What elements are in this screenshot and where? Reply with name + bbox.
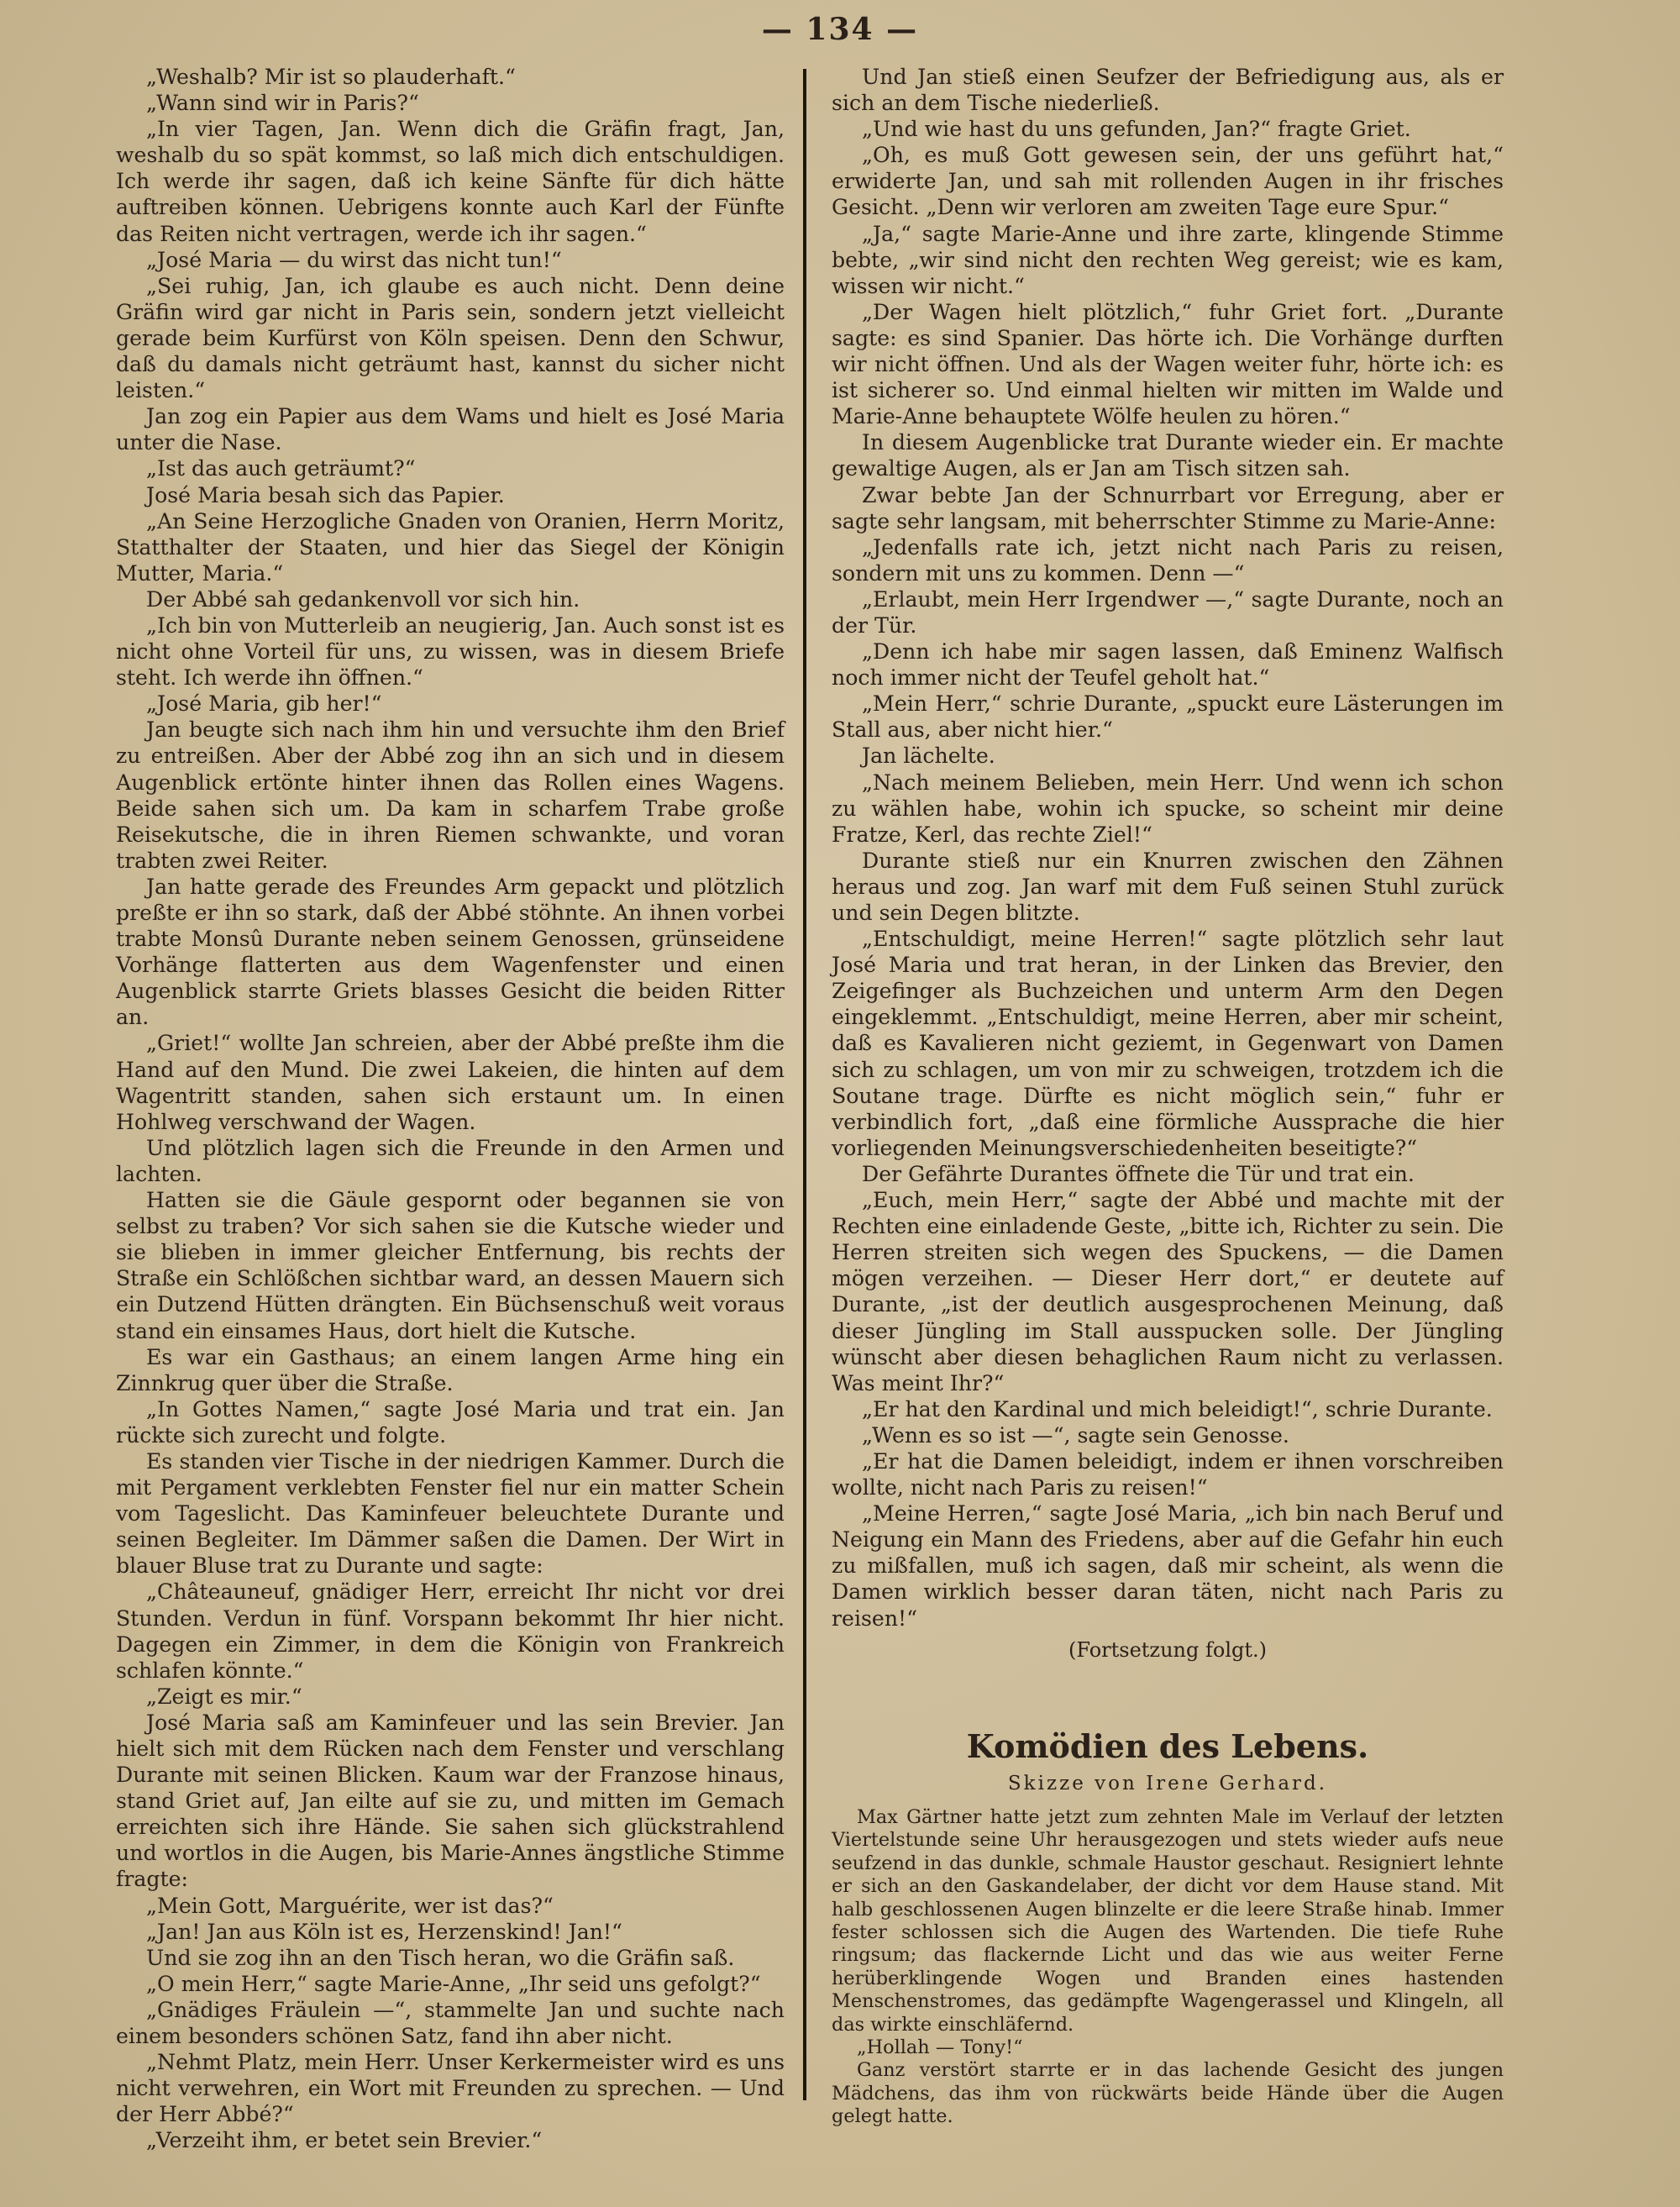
paragraph: „Weshalb? Mir ist so plauderhaft.“	[146, 65, 516, 89]
paragraph: Es war ein Gasthaus; an einem langen Arme hing ein Zinnkrug quer über die Straße.	[116, 1344, 785, 1395]
paragraph: „Wenn es so ist —“, sagte sein Genosse.	[862, 1422, 1289, 1448]
paragraph: Jan hatte gerade des Freundes Arm gepackt und plötzlich preßte er ihn so stark, daß der Abbé stöhnte. An ihnen vorbei trabte Monsû Durante neben seinem Genossen, grünseidene Vorhänge flatterten aus dem Wagenfenster und einen Augenblick starrte Griets blasses Gesicht die beiden Ritter an.	[116, 874, 785, 1030]
paragraph: „Erlaubt, mein Herr Irgendwer —,“ sagte Durante, noch an der Tür.	[832, 586, 1504, 638]
paragraph: „Jedenfalls rate ich, jetzt nicht nach Paris zu reisen, sondern mit uns zu kommen. Denn —“	[832, 534, 1504, 586]
paragraph: „Ist das auch geträumt?“	[146, 456, 416, 481]
paragraph: „Nach meinem Belieben, mein Herr. Und wenn ich schon zu wählen habe, wohin ich spucke, so scheint mir deine Fratze, Kerl, das rechte Ziel!“	[832, 770, 1504, 847]
paragraph: Und sie zog ihn an den Tisch heran, wo die Gräfin saß.	[146, 1945, 735, 1970]
paragraph: „Entschuldigt, meine Herren!“ sagte plötzlich sehr laut José Maria und trat heran, in der Linken das Brevier, den Zeigefinger als Buchzeichen und unterm Arm den Degen eingeklemmt. „Entschuldigt, meine Herren, aber mir scheint, daß es Kavalieren nicht geziemt, in Gegenwart von Damen sich zu schlagen, um von mir zu schweigen, trotzdem ich die Soutane trage. Dürfte es nicht möglich sein,“ fuhr er verbindlich fort, „daß eine förmliche Aussprache die hier vorliegenden Meinungsverschiedenheiten beseitigte?“	[832, 927, 1504, 1160]
paragraph: „Hollah — Tony!“	[857, 2036, 1023, 2059]
story-body	[832, 1806, 1504, 2126]
paragraph: „Er hat den Kardinal und mich beleidigt!“, schrie Durante.	[862, 1396, 1493, 1421]
paragraph: „Euch, mein Herr,“ sagte der Abbé und machte mit der Rechten eine einladende Geste, „bitte ich, Richter zu sein. Die Herren streiten sich wegen des Spuckens, — die Damen mögen verzeihen. — Dieser Herr dort,“ er deutete auf Durante, „ist der deutlich ausgesprochenen Meinung, daß dieser Jüngling im Stall ausspucken solle. Der Jüngling wünscht aber diesen behaglichen Raum nicht zu verlassen. Was meint Ihr?“	[832, 1188, 1504, 1395]
paragraph: „Verzeiht ihm, er betet sein Brevier.“	[146, 2128, 543, 2153]
paragraph: „Ja,“ sagte Marie-Anne und ihre zarte, klingende Stimme bebte, „wir sind nicht den rechten Weg gereist; wie es kam, wissen wir nicht.“	[832, 221, 1504, 298]
paragraph: Und plötzlich lagen sich die Freunde in den Armen und lachten.	[116, 1135, 785, 1186]
paragraph: „Ich bin von Mutterleib an neugierig, Jan. Auch sonst ist es nicht ohne Vorteil für uns, zu wissen, was in diesem Briefe steht. Ich werde ihn öffnen.“	[116, 612, 785, 691]
page-number: — 134 —	[761, 12, 919, 47]
paragraph: „José Maria — du wirst das nicht tun!“	[146, 247, 562, 272]
paragraph: „Châteauneuf, gnädiger Herr, erreicht Ihr nicht vor drei Stunden. Verdun in fünf. Vorspann bekommt Ihr hier nicht. Dagegen ein Zimmer, in dem die Königin von Frankreich schlafen könnte.“	[116, 1579, 785, 1683]
paragraph: „Zeigt es mir.“	[146, 1684, 302, 1709]
paragraph: In diesem Augenblicke trat Durante wieder ein. Er machte gewaltige Augen, als er Jan am Tisch sitzen sah.	[832, 430, 1504, 481]
paragraph: „Nehmt Platz, mein Herr. Unser Kerkermeister wird es uns nicht verwehren, ein Wort mit Freunden zu sprechen. — Und der Herr Abbé?“	[116, 2050, 785, 2127]
paragraph: Der Gefährte Durantes öffnete die Tür und trat ein.	[862, 1161, 1415, 1186]
paragraph: „In vier Tagen, Jan. Wenn dich die Gräfin fragt, Jan, weshalb du so spät kommst, so laß mich dich entschuldigen. Ich werde ihr sagen, daß ich keine Sänfte für dich hätte auftreiben können. Uebrigens konnte auch Karl der Fünfte das Reiten nicht vertragen, werde ich ihr sagen.“	[116, 117, 785, 246]
paragraph: „José Maria, gib her!“	[146, 691, 382, 717]
paragraph: Jan lächelte.	[862, 744, 995, 769]
paragraph: Jan zog ein Papier aus dem Wams und hielt es José Maria unter die Nase.	[116, 404, 785, 455]
column-divider	[803, 69, 806, 2100]
paragraph: Es standen vier Tische in der niedrigen Kammer. Durch die mit Pergament verklebten Fenster fiel nur ein matter Schein vom Tageslicht. Das Kaminfeuer beleuchtete Durante und seinen Begleiter. Im Dämmer saßen die Damen. Der Wirt in blauer Bluse trat zu Durante und sagte:	[116, 1448, 785, 1579]
paragraph: „Der Wagen hielt plötzlich,“ fuhr Griet fort. „Durante sagte: es sind Spanier. Das hörte ich. Die Vorhänge durften wir nicht öffnen. Und als der Wagen weiter fuhr, hörte ich: es ist sicherer so. Und einmal hielten wir mitten im Walde und Marie-Anne behauptete Wölfe heulen zu hören.“	[832, 299, 1504, 429]
paragraph: Durante stieß nur ein Knurren zwischen den Zähnen heraus und zog. Jan warf mit dem Fuß seinen Stuhl zurück und sein Degen blitzte.	[832, 848, 1504, 925]
paragraph: „Griet!“ wollte Jan schreien, aber der Abbé preßte ihm die Hand auf den Mund. Die zwei Lakeien, die hinten auf dem Wagentritt standen, sahen sich erstaunt um. In einen Hohlweg verschwand der Wagen.	[116, 1031, 785, 1134]
continuation-note: (Fortsetzung folgt.)	[1068, 1638, 1267, 1662]
paragraph: Jan beugte sich nach ihm hin und versuchte ihm den Brief zu entreißen. Aber der Abbé zog ihn an sich und in diesem Augenblick ertönte hinter ihnen das Rollen eines Wagens. Beide sahen sich um. Da kam in scharfem Trabe große Reisekutsche, die in ihren Riemen schwankte, und voran trabten zwei Reiter.	[116, 717, 785, 873]
paragraph: „Wann sind wir in Paris?“	[146, 91, 419, 116]
paragraph: Zwar bebte Jan der Schnurrbart vor Erregung, aber er sagte sehr langsam, mit beherrschter Stimme zu Marie-Anne:	[832, 482, 1504, 533]
paragraph: Ganz verstört starrte er in das lachende Gesicht des jungen Mädchens, das ihm von rückwärts beide Hände über die Augen gelegt hatte.	[832, 2059, 1504, 2128]
paragraph: Der Abbé sah gedankenvoll vor sich hin.	[146, 586, 580, 612]
right-column	[832, 64, 1504, 1685]
paragraph: „Er hat die Damen beleidigt, indem er ihnen vorschreiben wollte, nicht nach Paris zu reisen!“	[832, 1448, 1504, 1500]
paragraph: „Und wie hast du uns gefunden, Jan?“ fragte Griet.	[862, 117, 1411, 142]
paragraph: Und Jan stieß einen Seufzer der Befriedigung aus, als er sich an dem Tische niederließ.	[832, 65, 1504, 116]
paragraph: „Mein Gott, Marguérite, wer ist das?“	[146, 1893, 554, 1918]
paragraph: „Denn ich habe mir sagen lassen, daß Eminenz Walfisch noch immer nicht der Teufel geholt hat.“	[832, 639, 1504, 691]
paragraph: José Maria besah sich das Papier.	[146, 482, 505, 507]
left-column	[116, 64, 785, 2153]
paragraph: „O mein Herr,“ sagte Marie-Anne, „Ihr seid uns gefolgt?“	[146, 1971, 761, 1996]
paragraph: „Oh, es muß Gott gewesen sein, der uns geführt hat,“ erwiderte Jan, und sah mit rollenden Augen in ihr frisches Gesicht. „Denn wir verloren am zweiten Tage eure Spur.“	[832, 143, 1504, 220]
paragraph: Hatten sie die Gäule gespornt oder begannen sie von selbst zu traben? Vor sich sahen sie die Kutsche wieder und sie blieben in immer gleicher Entfernung, bis rechts der Straße ein Schlößchen sichtbar ward, an dessen Mauern sich ein Dutzend Hütten drängten. Ein Büchsenschuß weit voraus stand ein einsames Haus, dort hielt die Kutsche.	[116, 1188, 785, 1343]
paragraph: „Jan! Jan aus Köln ist es, Herzenskind! Jan!“	[146, 1919, 622, 1944]
paragraph: „Sei ruhig, Jan, ich glaube es auch nicht. Denn deine Gräfin wird gar nicht in Paris sein, sondern jetzt vielleicht gerade beim Kurfürst von Köln speisen. Denn den Schwur, daß du damals nicht geträumt hast, kannst du sicher nicht leisten.“	[116, 273, 785, 403]
paragraph: „An Seine Herzogliche Gnaden von Oranien, Herrn Moritz, Statthalter der Staaten, und hier das Siegel der Königin Mutter, Maria.“	[116, 508, 785, 586]
paragraph: „Gnädiges Fräulein —“, stammelte Jan und suchte nach einem besonders schönen Satz, fand ihn aber nicht.	[116, 1997, 785, 2049]
paragraph: Max Gärtner hatte jetzt zum zehnten Male im Verlauf der letzten Viertelstunde seine Uhr herausgezogen und stets wieder aufs neue seufzend in das dunkle, schmale Haustor geschaut. Resigniert lehnte er sich an den Gaskandelaber, der dicht vor dem Hause stand. Mit halb geschlossenen Augen blinzelte er die leere Straße hinab. Immer fester schlossen sich die Augen des Wartenden. Die tiefe Ruhe ringsum; das flackernde Licht und das wie aus weiter Ferne herüberklingende Wogen und Branden eines hastenden Menschenstromes, das gedämpfte Wagengerassel und Klingeln, all das wirkte einschläfernd.	[832, 1806, 1504, 2036]
paragraph: „Meine Herren,“ sagte José Maria, „ich bin nach Beruf und Neigung ein Mann des Friedens, aber auf die Gefahr hin euch zu mißfallen, muß ich sagen, daß mir scheint, als wenn die Damen wirklich besser daran täten, nicht nach Paris zu reisen!“	[832, 1501, 1504, 1631]
story-title: Komödien des Lebens.	[966, 1727, 1369, 1765]
paragraph: „Mein Herr,“ schrie Durante, „spuckt eure Lästerungen im Stall aus, aber nicht hier.“	[832, 691, 1504, 743]
story-byline: Skizze von Irene Gerhard.	[1007, 1773, 1328, 1795]
paragraph: José Maria saß am Kaminfeuer und las sein Brevier. Jan hielt sich mit dem Rücken nach dem Fenster und verschlang Durante mit seinen Blicken. Kaum war der Franzose hinaus, stand Griet auf, Jan eilte auf sie zu, und mitten im Gemach erreichten sich ihre Hände. Sie sahen sich glückstrahlend und wortlos in die Augen, bis Marie-Annes ängstliche Stimme fragte:	[116, 1710, 785, 1892]
paragraph: „In Gottes Namen,“ sagte José Maria und trat ein. Jan rückte sich zurecht und folgte.	[116, 1396, 785, 1448]
